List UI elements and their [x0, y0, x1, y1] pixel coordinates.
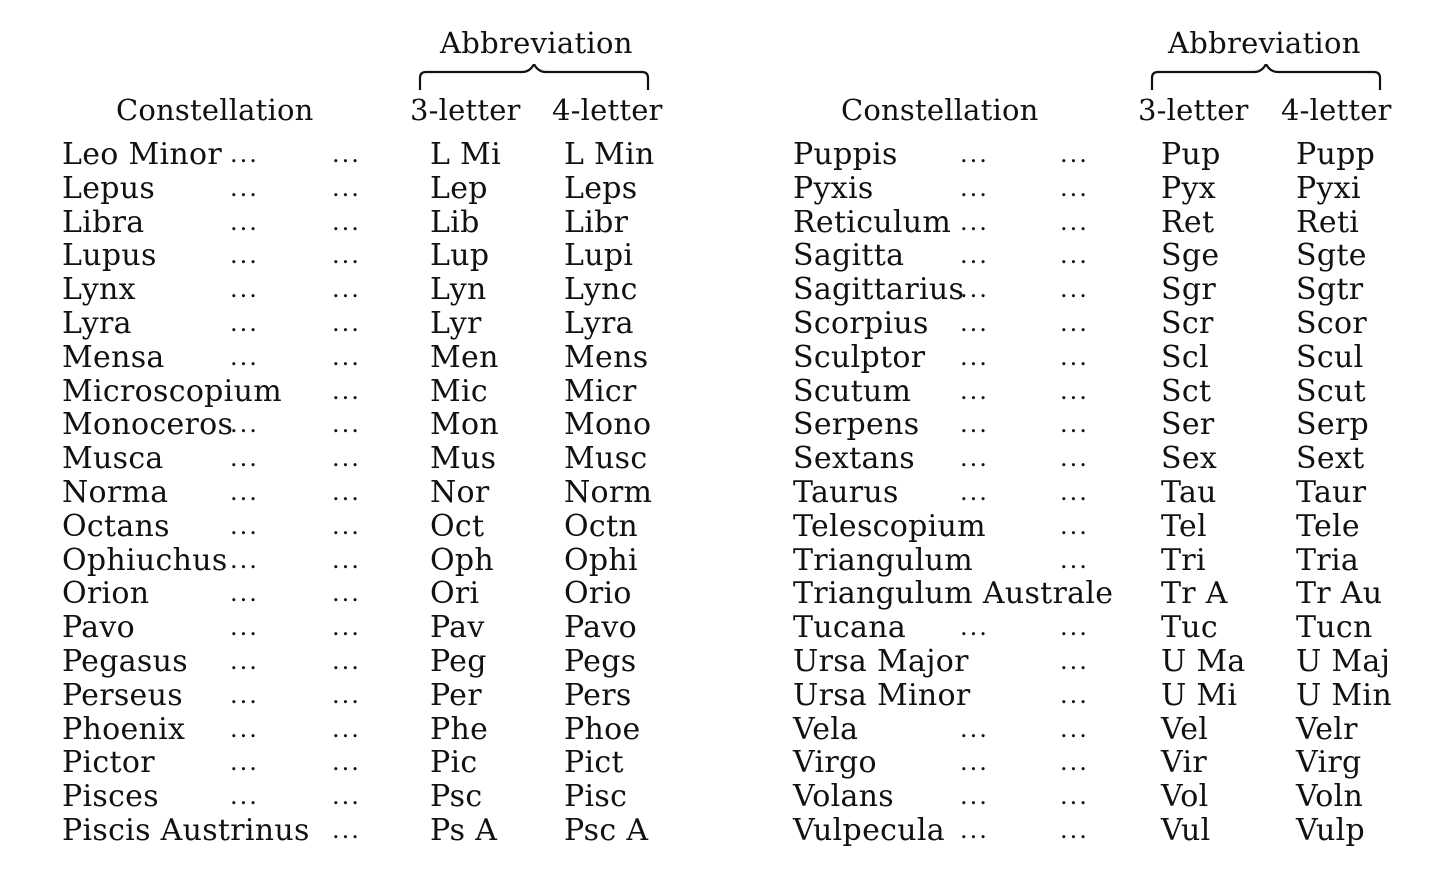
- constellation-name: Telescopium: [793, 508, 986, 544]
- abbreviation-heading: Abbreviation: [1168, 26, 1361, 60]
- constellation-name: Vela: [793, 711, 859, 747]
- table-row: [730, 679, 1450, 713]
- four-letter-abbreviation: Phoe: [564, 711, 641, 747]
- four-letter-abbreviation: Sext: [1296, 441, 1365, 477]
- three-letter-abbreviation: Pup: [1161, 137, 1221, 172]
- four-letter-abbreviation: Lync: [564, 272, 638, 308]
- table-row: [730, 746, 1450, 780]
- constellation-name: Orion: [62, 576, 150, 612]
- leader-dots: ...: [230, 275, 259, 304]
- three-letter-abbreviation: Peg: [430, 643, 487, 679]
- three-letter-abbreviation: Pav: [430, 610, 485, 646]
- leader-dots: ...: [230, 241, 259, 270]
- leader-dots: ...: [332, 748, 361, 777]
- leader-dots: ...: [1060, 410, 1089, 439]
- leader-dots: ...: [332, 545, 361, 574]
- leader-dots: ...: [1060, 241, 1089, 270]
- constellation-heading: Constellation: [841, 93, 1039, 127]
- table-row: [730, 442, 1450, 476]
- leader-dots: ...: [332, 579, 361, 608]
- four-letter-abbreviation: Tele: [1296, 508, 1360, 544]
- table-row: [0, 746, 730, 780]
- four-letter-abbreviation: Scul: [1296, 339, 1364, 375]
- four-letter-abbreviation: Pegs: [564, 643, 637, 679]
- three-letter-abbreviation: Vel: [1161, 711, 1209, 747]
- leader-dots: ...: [1060, 815, 1089, 844]
- table-row: [0, 510, 730, 544]
- four-letter-abbreviation: Reti: [1296, 204, 1360, 240]
- leader-dots: ...: [332, 613, 361, 642]
- three-letter-abbreviation: Nor: [430, 474, 490, 510]
- table-row: [0, 814, 730, 848]
- constellation-name: Leo Minor: [62, 137, 223, 172]
- four-letter-abbreviation: Musc: [564, 441, 648, 477]
- leader-dots: ...: [230, 444, 259, 473]
- four-letter-abbreviation: Pyxi: [1296, 170, 1361, 206]
- table-row: [0, 780, 730, 814]
- leader-dots: ...: [960, 782, 989, 811]
- leader-dots: ...: [230, 511, 259, 540]
- three-letter-abbreviation: Vol: [1161, 779, 1209, 815]
- three-letter-abbreviation: Mic: [430, 373, 489, 409]
- three-letter-heading: 3-letter: [410, 93, 521, 127]
- constellation-name: Lyra: [62, 305, 132, 341]
- constellation-name: Phoenix: [62, 711, 186, 747]
- four-letter-abbreviation: Tucn: [1296, 610, 1373, 646]
- three-letter-abbreviation: Tuc: [1161, 610, 1219, 646]
- four-letter-abbreviation: Mono: [564, 407, 652, 443]
- leader-dots: ...: [1060, 511, 1089, 540]
- table-row: [0, 341, 730, 375]
- leader-dots: ...: [1060, 444, 1089, 473]
- constellation-name: Triangulum Australe: [793, 576, 1114, 612]
- table-row: [730, 780, 1450, 814]
- leader-dots: ...: [960, 714, 989, 743]
- four-letter-abbreviation: Lyra: [564, 305, 634, 341]
- four-letter-abbreviation: Serp: [1296, 407, 1370, 443]
- constellation-name: Taurus: [793, 474, 899, 510]
- three-letter-abbreviation: Men: [430, 339, 499, 375]
- constellation-name: Reticulum: [793, 204, 952, 240]
- constellation-name: Ophiuchus: [62, 542, 228, 578]
- four-letter-abbreviation: L Min: [564, 137, 655, 172]
- three-letter-abbreviation: Lup: [430, 238, 490, 274]
- leader-dots: ...: [960, 477, 989, 506]
- four-letter-abbreviation: Scor: [1296, 305, 1367, 341]
- three-letter-abbreviation: Pyx: [1161, 170, 1216, 206]
- constellation-name: Pisces: [62, 779, 159, 815]
- four-letter-abbreviation: Pers: [564, 677, 632, 713]
- constellation-name: Sagitta: [793, 238, 905, 274]
- four-letter-abbreviation: Pupp: [1296, 137, 1376, 172]
- table-row: [0, 679, 730, 713]
- leader-dots: ...: [230, 680, 259, 709]
- leader-dots: ...: [332, 477, 361, 506]
- three-letter-abbreviation: L Mi: [430, 137, 501, 172]
- four-letter-abbreviation: Virg: [1296, 745, 1362, 781]
- leader-dots: ...: [230, 545, 259, 574]
- table-row: [0, 645, 730, 679]
- leader-dots: ...: [960, 815, 989, 844]
- table-row: [0, 577, 730, 611]
- constellation-name: Sculptor: [793, 339, 926, 375]
- constellation-name: Puppis: [793, 137, 898, 172]
- leader-dots: ...: [1060, 748, 1089, 777]
- leader-dots: ...: [960, 376, 989, 405]
- constellation-name: Monoceros: [62, 407, 234, 443]
- three-letter-abbreviation: U Mi: [1161, 677, 1238, 713]
- three-letter-abbreviation: Sct: [1161, 373, 1212, 409]
- leader-dots: ...: [230, 207, 259, 236]
- table-row: [0, 138, 730, 172]
- leader-dots: ...: [230, 173, 259, 202]
- constellation-name: Vulpecula: [793, 812, 945, 848]
- four-letter-abbreviation: Lupi: [564, 238, 634, 274]
- leader-dots: ...: [332, 511, 361, 540]
- left-rows: [0, 138, 730, 848]
- table-row: [0, 273, 730, 307]
- three-letter-abbreviation: Sex: [1161, 441, 1218, 477]
- constellation-name: Microscopium: [62, 373, 282, 409]
- table-row: [730, 476, 1450, 510]
- leader-dots: ...: [230, 410, 259, 439]
- constellation-heading: Constellation: [116, 93, 314, 127]
- leader-dots: ...: [960, 308, 989, 337]
- constellation-name: Pyxis: [793, 170, 874, 206]
- right-table: [730, 0, 1450, 880]
- leader-dots: ...: [332, 815, 361, 844]
- three-letter-abbreviation: Mon: [430, 407, 500, 443]
- four-letter-abbreviation: Leps: [564, 170, 638, 206]
- four-letter-abbreviation: Libr: [564, 204, 629, 240]
- four-letter-abbreviation: Norm: [564, 474, 653, 510]
- three-letter-abbreviation: Scr: [1161, 305, 1214, 341]
- table-row: [0, 713, 730, 747]
- abbreviation-brace-icon: [418, 64, 650, 92]
- table-row: [730, 307, 1450, 341]
- leader-dots: ...: [1060, 376, 1089, 405]
- constellation-name: Scorpius: [793, 305, 929, 341]
- three-letter-abbreviation: Vul: [1161, 812, 1211, 848]
- leader-dots: ...: [1060, 477, 1089, 506]
- leader-dots: ...: [1060, 207, 1089, 236]
- table-row: [0, 307, 730, 341]
- table-row: [730, 544, 1450, 578]
- constellation-name: Sextans: [793, 441, 915, 477]
- table-row: [730, 206, 1450, 240]
- three-letter-abbreviation: Tel: [1161, 508, 1207, 544]
- table-row: [730, 138, 1450, 172]
- table-row: [0, 206, 730, 240]
- leader-dots: ...: [960, 173, 989, 202]
- three-letter-abbreviation: Phe: [430, 711, 489, 747]
- constellation-name: Triangulum: [793, 542, 974, 578]
- constellation-name: Tucana: [793, 610, 907, 646]
- four-letter-abbreviation: U Maj: [1296, 643, 1391, 679]
- three-letter-abbreviation: Ser: [1161, 407, 1215, 443]
- leader-dots: ...: [230, 782, 259, 811]
- leader-dots: ...: [332, 376, 361, 405]
- leader-dots: ...: [1060, 342, 1089, 371]
- three-letter-abbreviation: Ps A: [430, 812, 498, 848]
- leader-dots: ...: [960, 410, 989, 439]
- leader-dots: ...: [230, 308, 259, 337]
- leader-dots: ...: [1060, 646, 1089, 675]
- constellation-name: Pavo: [62, 610, 135, 646]
- leader-dots: ...: [332, 140, 361, 168]
- constellation-name: Sagittarius: [793, 272, 965, 308]
- leader-dots: ...: [332, 410, 361, 439]
- table-row: [730, 172, 1450, 206]
- three-letter-abbreviation: Vir: [1161, 745, 1207, 781]
- three-letter-abbreviation: Scl: [1161, 339, 1209, 375]
- three-letter-abbreviation: Ret: [1161, 204, 1215, 240]
- constellation-name: Musca: [62, 441, 164, 477]
- leader-dots: ...: [1060, 140, 1089, 168]
- four-letter-abbreviation: Mens: [564, 339, 649, 375]
- constellation-name: Libra: [62, 204, 145, 240]
- four-letter-heading: 4-letter: [552, 93, 663, 127]
- leader-dots: ...: [230, 646, 259, 675]
- four-letter-abbreviation: U Min: [1296, 677, 1392, 713]
- abbreviation-brace-icon: [1150, 64, 1382, 92]
- leader-dots: ...: [230, 714, 259, 743]
- leader-dots: ...: [1060, 173, 1089, 202]
- four-letter-abbreviation: Velr: [1296, 711, 1358, 747]
- constellation-name: Lepus: [62, 170, 156, 206]
- leader-dots: ...: [332, 173, 361, 202]
- constellation-name: Pegasus: [62, 643, 188, 679]
- four-letter-abbreviation: Tr Au: [1296, 576, 1383, 612]
- three-letter-abbreviation: Tri: [1161, 542, 1206, 578]
- constellation-name: Mensa: [62, 339, 165, 375]
- leader-dots: ...: [230, 579, 259, 608]
- leader-dots: ...: [960, 140, 989, 168]
- four-letter-abbreviation: Scut: [1296, 373, 1366, 409]
- three-letter-abbreviation: Oph: [430, 542, 495, 578]
- leader-dots: ...: [960, 444, 989, 473]
- table-row: [0, 239, 730, 273]
- three-letter-abbreviation: Ori: [430, 576, 480, 612]
- leader-dots: ...: [230, 140, 259, 168]
- three-letter-abbreviation: Sge: [1161, 238, 1220, 274]
- four-letter-abbreviation: Sgtr: [1296, 272, 1364, 308]
- three-letter-abbreviation: Lyr: [430, 305, 482, 341]
- leader-dots: ...: [960, 342, 989, 371]
- four-letter-abbreviation: Vulp: [1296, 812, 1366, 848]
- table-row: [730, 645, 1450, 679]
- leader-dots: ...: [1060, 545, 1089, 574]
- leader-dots: ...: [230, 748, 259, 777]
- four-letter-abbreviation: Voln: [1296, 779, 1364, 815]
- table-row: [730, 341, 1450, 375]
- leader-dots: ...: [960, 241, 989, 270]
- four-letter-abbreviation: Pict: [564, 745, 624, 781]
- four-letter-abbreviation: Pisc: [564, 779, 628, 815]
- constellation-name: Ursa Major: [793, 643, 969, 679]
- four-letter-abbreviation: Sgte: [1296, 238, 1367, 274]
- three-letter-abbreviation: Oct: [430, 508, 485, 544]
- leader-dots: ...: [230, 342, 259, 371]
- three-letter-abbreviation: U Ma: [1161, 643, 1246, 679]
- leader-dots: ...: [332, 782, 361, 811]
- constellation-name: Perseus: [62, 677, 183, 713]
- leader-dots: ...: [332, 275, 361, 304]
- four-letter-abbreviation: Psc A: [564, 812, 649, 848]
- leader-dots: ...: [332, 444, 361, 473]
- three-letter-abbreviation: Lib: [430, 204, 480, 240]
- table-row: [730, 375, 1450, 409]
- leader-dots: ...: [960, 613, 989, 642]
- constellation-name: Ursa Minor: [793, 677, 971, 713]
- table-row: [730, 577, 1450, 611]
- three-letter-abbreviation: Mus: [430, 441, 497, 477]
- constellation-name: Norma: [62, 474, 169, 510]
- leader-dots: ...: [230, 477, 259, 506]
- constellation-name: Serpens: [793, 407, 920, 443]
- leader-dots: ...: [332, 646, 361, 675]
- three-letter-abbreviation: Lyn: [430, 272, 487, 308]
- table-row: [0, 476, 730, 510]
- leader-dots: ...: [332, 680, 361, 709]
- four-letter-abbreviation: Orio: [564, 576, 632, 612]
- leader-dots: ...: [1060, 275, 1089, 304]
- constellation-name: Virgo: [793, 745, 877, 781]
- leader-dots: ...: [1060, 714, 1089, 743]
- table-row: [730, 239, 1450, 273]
- abbreviation-heading: Abbreviation: [440, 26, 633, 60]
- leader-dots: ...: [960, 207, 989, 236]
- leader-dots: ...: [960, 748, 989, 777]
- table-row: [730, 510, 1450, 544]
- table-row: [0, 408, 730, 442]
- four-letter-abbreviation: Octn: [564, 508, 638, 544]
- leader-dots: ...: [1060, 782, 1089, 811]
- constellation-name: Pictor: [62, 745, 155, 781]
- leader-dots: ...: [960, 275, 989, 304]
- constellation-name: Lynx: [62, 272, 136, 308]
- three-letter-abbreviation: Psc: [430, 779, 483, 815]
- table-row: [0, 544, 730, 578]
- table-row: [0, 375, 730, 409]
- table-row: [0, 611, 730, 645]
- three-letter-heading: 3-letter: [1138, 93, 1249, 127]
- four-letter-heading: 4-letter: [1281, 93, 1392, 127]
- table-row: [730, 611, 1450, 645]
- table-row: [730, 408, 1450, 442]
- constellation-name: Volans: [793, 779, 894, 815]
- leader-dots: ...: [332, 241, 361, 270]
- table-row: [730, 814, 1450, 848]
- table-row: [0, 442, 730, 476]
- table-row: [0, 172, 730, 206]
- three-letter-abbreviation: Lep: [430, 170, 488, 206]
- three-letter-abbreviation: Tau: [1161, 474, 1217, 510]
- table-row: [730, 713, 1450, 747]
- four-letter-abbreviation: Ophi: [564, 542, 638, 578]
- leader-dots: ...: [332, 308, 361, 337]
- three-letter-abbreviation: Sgr: [1161, 272, 1216, 308]
- leader-dots: ...: [332, 342, 361, 371]
- right-rows: [730, 138, 1450, 848]
- four-letter-abbreviation: Tria: [1296, 542, 1360, 578]
- leader-dots: ...: [1060, 613, 1089, 642]
- constellation-name: Scutum: [793, 373, 912, 409]
- leader-dots: ...: [332, 714, 361, 743]
- constellation-name: Octans: [62, 508, 170, 544]
- leader-dots: ...: [1060, 308, 1089, 337]
- leader-dots: ...: [1060, 680, 1089, 709]
- table-row: [730, 273, 1450, 307]
- three-letter-abbreviation: Per: [430, 677, 482, 713]
- leader-dots: ...: [230, 613, 259, 642]
- constellation-name: Piscis Austrinus: [62, 812, 310, 848]
- constellation-name: Lupus: [62, 238, 157, 274]
- leader-dots: ...: [332, 207, 361, 236]
- four-letter-abbreviation: Taur: [1296, 474, 1367, 510]
- four-letter-abbreviation: Micr: [564, 373, 637, 409]
- four-letter-abbreviation: Pavo: [564, 610, 637, 646]
- three-letter-abbreviation: Tr A: [1161, 576, 1228, 612]
- three-letter-abbreviation: Pic: [430, 745, 478, 781]
